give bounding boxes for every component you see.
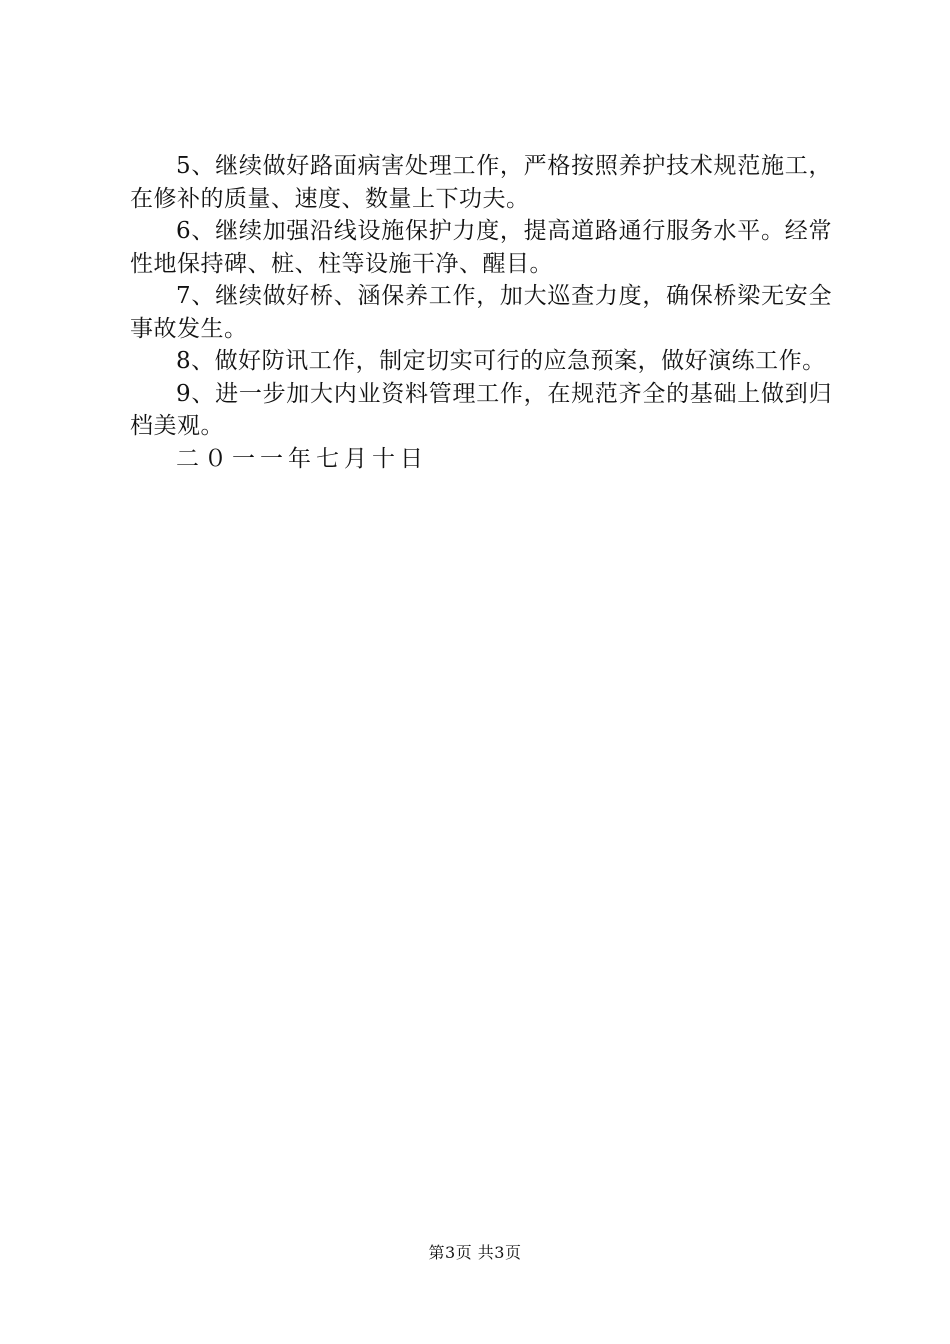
paragraph-item-6: 6、继续加强沿线设施保护力度，提高道路通行服务水平。经常性地保持碑、桩、柱等设施干净、醒目。 [130,218,832,277]
document-body [130,150,832,475]
paragraph-item-8: 8、做好防讯工作，制定切实可行的应急预案，做好演练工作。 [176,348,826,374]
paragraph-item-5: 5、继续做好路面病害处理工作，严格按照养护技术规范施工，在修补的质量、速度、数量上下功夫。 [130,153,832,212]
document-date: 二０一一年七月十日 [176,445,428,472]
page-footer: 第3页 共3页 [428,1243,522,1262]
paragraph-item-7: 7、继续做好桥、涵保养工作，加大巡查力度，确保桥梁无安全事故发生。 [130,283,832,342]
paragraph-item-9: 9、进一步加大内业资料管理工作，在规范齐全的基础上做到归档美观。 [130,380,832,439]
